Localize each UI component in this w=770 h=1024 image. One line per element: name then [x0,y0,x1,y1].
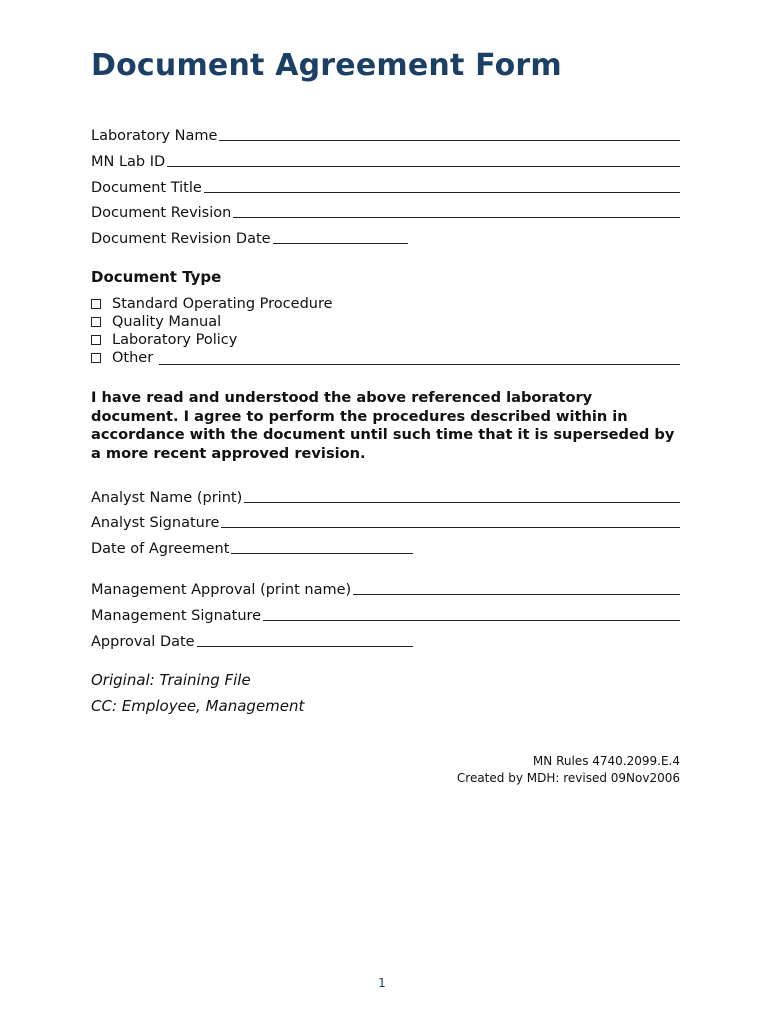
date-of-agreement-field[interactable] [91,537,413,557]
management-signature-line[interactable] [263,606,680,621]
analyst-signature-label: Analyst Signature [91,515,220,531]
laboratory-name-label: Laboratory Name [91,128,218,144]
approval-date-field[interactable] [91,630,413,650]
mn-lab-id-line[interactable] [167,152,680,167]
checkbox-label: Standard Operating Procedure [112,296,333,312]
document-title-field[interactable] [91,176,680,196]
analyst-signature-field[interactable] [91,511,680,531]
form-page [91,0,680,1024]
analyst-name-label: Analyst Name (print) [91,490,243,506]
original-note: Original: Training File [91,671,251,689]
document-revision-date-line[interactable] [273,229,408,244]
rules-reference: MN Rules 4740.2099.E.4 [532,754,680,768]
checkbox-icon[interactable] [91,335,101,345]
analyst-name-line[interactable] [244,488,680,503]
mn-lab-id-label: MN Lab ID [91,154,166,170]
date-of-agreement-label: Date of Agreement [91,541,230,557]
checkbox-quality-manual[interactable] [91,312,221,330]
checkbox-label: Other [112,350,154,366]
analyst-signature-line[interactable] [221,513,680,528]
document-revision-date-field[interactable] [91,227,408,247]
document-title-label: Document Title [91,180,202,196]
analyst-name-field[interactable] [91,486,680,506]
cc-note: CC: Employee, Management [91,697,305,715]
management-signature-field[interactable] [91,604,680,624]
checkbox-laboratory-policy[interactable] [91,330,237,348]
checkbox-sop[interactable] [91,294,333,312]
other-line[interactable] [159,350,680,365]
mn-lab-id-field[interactable] [91,150,680,170]
checkbox-other[interactable] [91,348,680,366]
management-approval-line[interactable] [353,580,680,595]
approval-date-line[interactable] [197,632,413,647]
document-revision-field[interactable] [91,201,680,221]
checkbox-label: Quality Manual [112,314,222,330]
date-of-agreement-line[interactable] [231,539,413,554]
checkbox-icon[interactable] [91,317,101,327]
document-revision-line[interactable] [233,203,680,218]
management-signature-label: Management Signature [91,608,262,624]
checkbox-icon[interactable] [91,299,101,309]
document-revision-date-label: Document Revision Date [91,231,271,247]
document-type-heading: Document Type [91,268,222,286]
management-approval-label: Management Approval (print name) [91,582,352,598]
document-revision-label: Document Revision [91,205,232,221]
page-number: 1 [378,976,386,990]
created-by: Created by MDH: revised 09Nov2006 [456,771,680,785]
footer-rules [457,753,680,787]
laboratory-name-field[interactable] [91,124,680,144]
agreement-statement: I have read and understood the above referenced laboratory document. I agree to perform the procedures described within in accordance with the document until such time that it is superseded by a more recent approved revision. [91,389,675,462]
checkbox-icon[interactable] [91,353,101,363]
checkbox-label: Laboratory Policy [112,332,238,348]
document-title-line[interactable] [204,178,680,193]
management-approval-field[interactable] [91,578,680,598]
laboratory-name-line[interactable] [219,126,680,141]
approval-date-label: Approval Date [91,634,195,650]
page-title: Document Agreement Form [91,48,562,83]
